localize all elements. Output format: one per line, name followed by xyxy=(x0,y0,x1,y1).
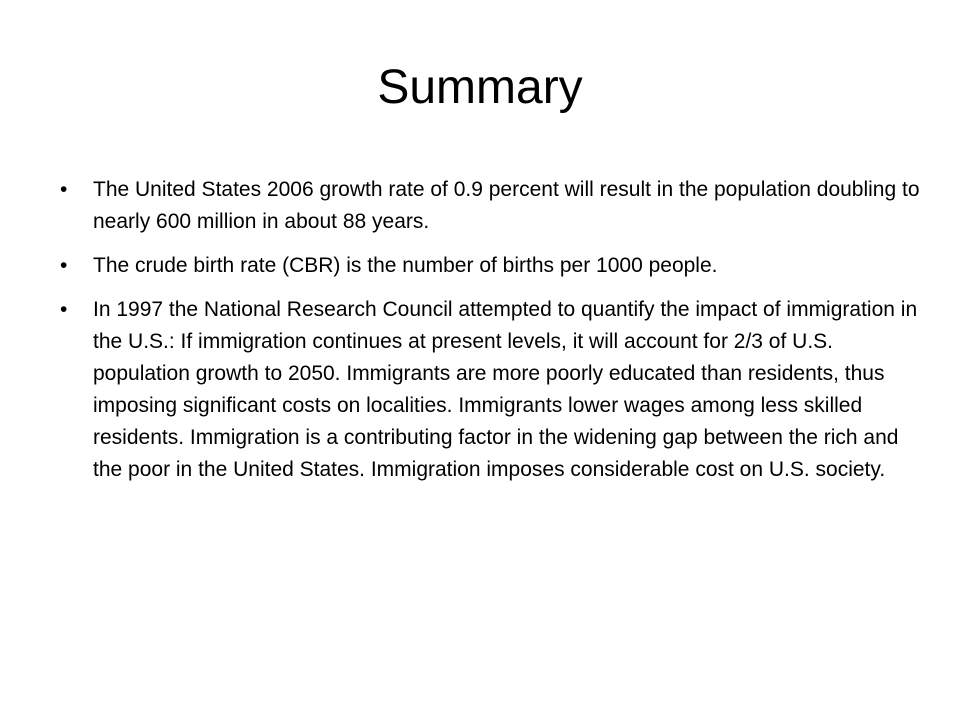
bullet-marker-icon: • xyxy=(60,178,68,201)
bullet-item-birth-rate xyxy=(60,250,920,282)
bullet-marker-icon: • xyxy=(60,254,68,277)
bullet-text: The United States 2006 growth rate of 0.9 percent will result in the population doubling to nearly 600 million in about 88 years. xyxy=(93,178,920,233)
slide-title: Summary xyxy=(377,61,583,114)
bullet-list xyxy=(60,174,920,498)
bullet-marker-icon: • xyxy=(60,298,68,321)
bullet-item-growth-rate xyxy=(60,174,920,238)
bullet-text: In 1997 the National Research Council attempted to quantify the impact of immigration in the U.S.: If immigration continues at present levels, it will account for 2/3 of U.S. population growth to 2050. Immigrants are more poorly educated than residents, thus imposing significant costs on localities. Immigrants lower wages among less skilled residents. Immigration is a contributing factor in the widening gap between the rich and the poor in the United States. Immigration imposes considerable cost on U.S. society. xyxy=(93,298,918,481)
bullet-text: The crude birth rate (CBR) is the number of births per 1000 people. xyxy=(93,254,718,277)
bullet-item-immigration xyxy=(60,294,920,486)
